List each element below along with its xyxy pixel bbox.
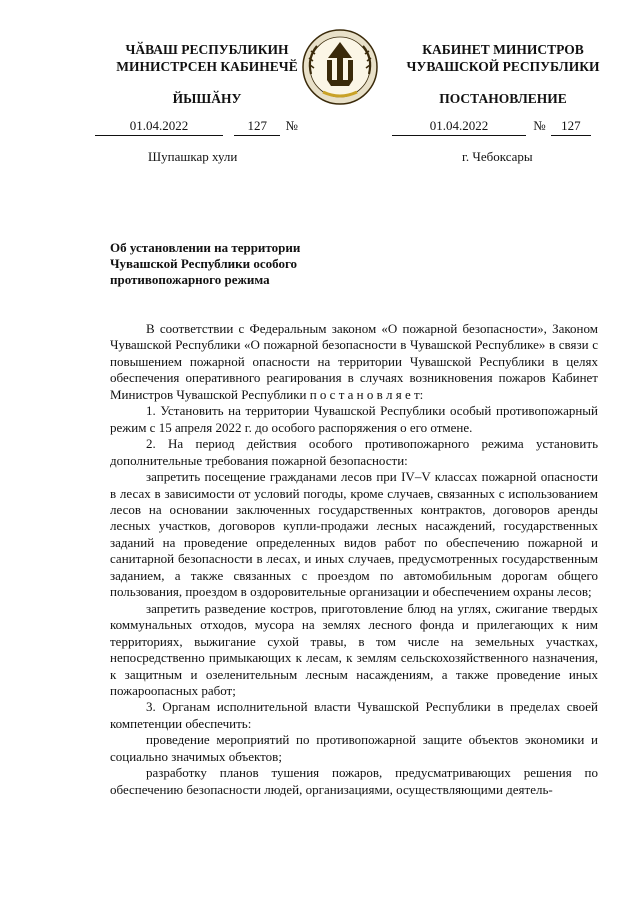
left-number-sign: № bbox=[285, 118, 298, 133]
header-left bbox=[92, 41, 322, 107]
header-right-line2: ЧУВАШСКОЙ РЕСПУБЛИКИ bbox=[406, 59, 600, 74]
document-body bbox=[110, 321, 598, 798]
paragraph: проведение мероприятий по противопожарной защите объектов экономики и социально значимых объектов; bbox=[110, 732, 598, 764]
right-city: г. Чебоксары bbox=[462, 149, 533, 164]
chuvash-coat-of-arms-icon bbox=[301, 28, 379, 106]
right-number: 127 bbox=[551, 118, 591, 136]
paragraph: 3. Органам исполнительной власти Чувашской Республики в пределах своей компетенции обеспечить: bbox=[110, 699, 598, 731]
paragraph: В соответствии с Федеральным законом «О пожарной безопасности», Законом Чувашской Республики «О пожарной безопасности в Чувашской Республике» в связи с повышением пожарной опасности на территории Чувашской Республики в целях обеспечения оперативного реагирования в случаях возникновения пожаров Кабинет Министров Чувашской Республики п о с т а н о в л я е т: bbox=[110, 321, 598, 402]
left-number: 127 bbox=[234, 118, 280, 136]
paragraph: 2. На период действия особого противопожарного режима установить дополнительные требования пожарной безопасности: bbox=[110, 436, 598, 468]
header-right bbox=[398, 41, 608, 107]
subject-line: противопожарного режима bbox=[110, 272, 270, 287]
right-date-line bbox=[392, 118, 591, 136]
header-left-line2: МИНИСТРСЕН КАБИНЕЧӖ bbox=[116, 59, 298, 74]
header-right-line1: КАБИНЕТ МИНИСТРОВ bbox=[422, 42, 584, 57]
right-number-sign: № bbox=[533, 118, 546, 133]
left-date-line bbox=[95, 118, 298, 136]
header-right-doc-type: ПОСТАНОВЛЕНИЕ bbox=[439, 91, 567, 106]
paragraph: запретить разведение костров, приготовление блюд на углях, сжигание твердых коммунальных отходов, мусора на землях лесного фонда и прилегающих к ним территориях, выжигание сухой травы, в том числе на земельных участках, непосредственно примыкающих к лесам, к землям сельскохозяйственного назначения, к защитным и озеленительным лесным насаждениям, а также проведение иных пожароопасных работ; bbox=[110, 600, 598, 698]
right-date: 01.04.2022 bbox=[392, 118, 526, 136]
header-left-doc-type: ЙЫШӐНУ bbox=[172, 91, 242, 106]
header-left-line1: ЧӐВАШ РЕСПУБЛИКИН bbox=[125, 42, 289, 57]
subject-line: Об установлении на территории bbox=[110, 240, 301, 255]
paragraph: запретить посещение гражданами лесов при IV–V классах пожарной опасности в лесах в зависимости от условий погоды, кроме случаев, связанных с использованием лесов на основании заключенных государственных контрактов, договоров аренды лесных участков, договоров купли-продажи лесных насаждений, государственных заданий на проведение определенных видов работ по обеспечению пожарной и санитарной безопасности в лесах, и иных случаев, предусмотренных государственным заданием, а также связанных с проездом по автомобильным дорогам общего пользования, проездом в оздоровительные организации и обеспечением охраны лесов; bbox=[110, 469, 598, 600]
document-subject bbox=[110, 240, 340, 288]
paragraph: разработку планов тушения пожаров, предусматривающих решения по обеспечению безопасности людей, организациями, осуществляющими деятель- bbox=[110, 765, 598, 797]
left-city: Шупашкар хули bbox=[148, 149, 238, 164]
left-date: 01.04.2022 bbox=[95, 118, 223, 136]
subject-line: Чувашской Республики особого bbox=[110, 256, 298, 271]
paragraph: 1. Установить на территории Чувашской Республики особый противопожарный режим с 15 апреля 2022 г. до особого распоряжения о его отмене. bbox=[110, 403, 598, 435]
